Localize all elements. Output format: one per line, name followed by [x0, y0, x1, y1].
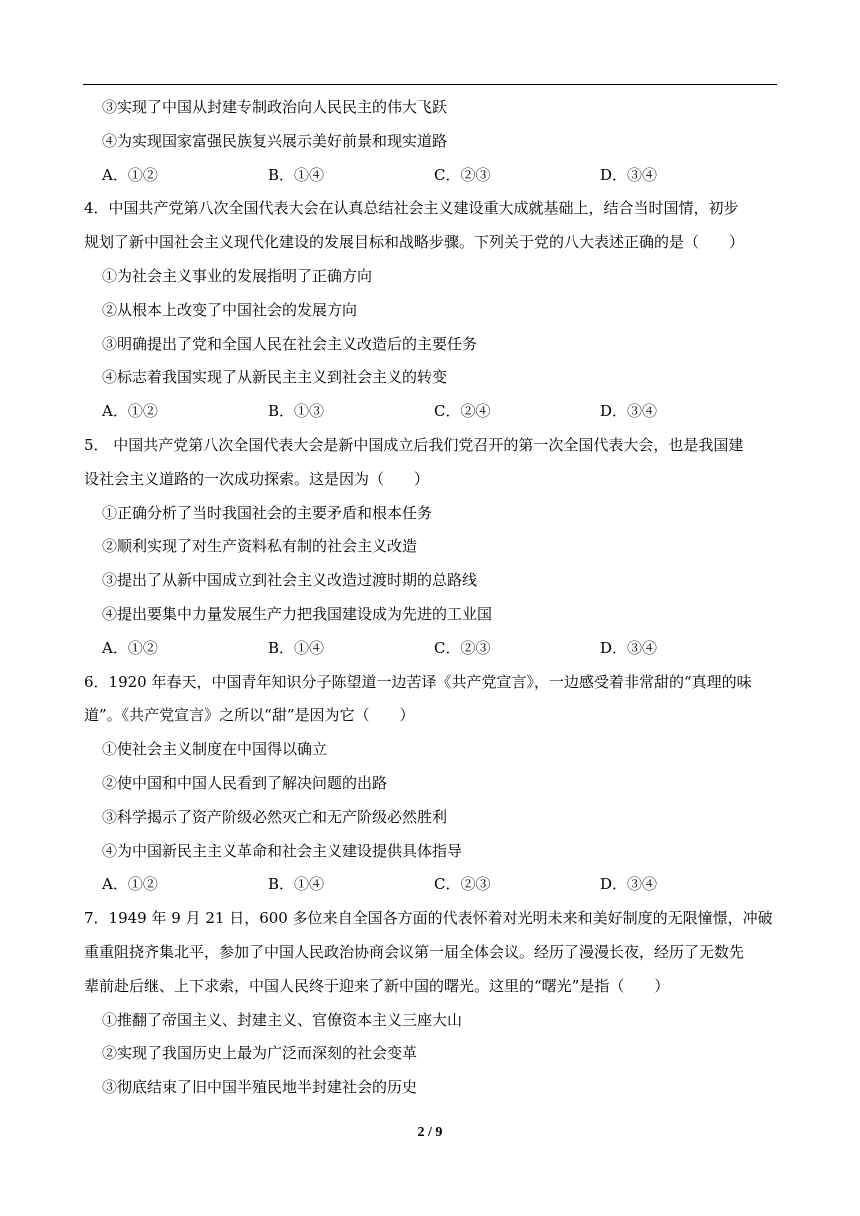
question-text: 6．1920 年春天，中国青年知识分子陈望道一边苦译《共产党宣言》，一边感受着非常甜的“真理的味	[84, 672, 752, 691]
option-text: ②实现了我国历史上最为广泛而深刻的社会变革	[102, 1044, 418, 1063]
option-text: ④为实现国家富强民族复兴展示美好前景和现实道路	[102, 131, 448, 150]
answer-choices	[84, 632, 778, 666]
answer-choice: B．①③	[268, 402, 325, 421]
answer-choice: B．①④	[268, 165, 325, 184]
answer-choice: B．①④	[268, 875, 325, 894]
answer-choice: B．①④	[268, 638, 325, 657]
question-text: 4．中国共产党第八次全国代表大会在认真总结社会主义建设重大成就基础上，结合当时国情，初步	[84, 199, 739, 218]
option-text: ④提出要集中力量发展生产力把我国建设成为先进的工业国	[102, 604, 493, 623]
page-number: 2 / 9	[417, 1125, 443, 1140]
answer-choice: D．③④	[600, 875, 658, 894]
option-text: ③实现了中国从封建专制政治向人民民主的伟大飞跃	[102, 98, 448, 116]
answer-choice: C．②③	[434, 638, 491, 657]
option-text: ③明确提出了党和全国人民在社会主义改造后的主要任务	[102, 334, 478, 353]
header-rule	[83, 84, 777, 85]
option-text: ①为社会主义事业的发展指明了正确方向	[102, 266, 373, 285]
option-text: ③彻底结束了旧中国半殖民地半封建社会的历史	[102, 1078, 418, 1097]
question-text: 辈前赴后继、上下求索，中国人民终于迎来了新中国的曙光。这里的“曙光”是指（ ）	[84, 976, 670, 995]
answer-choices	[84, 868, 778, 902]
answer-choice: D．③④	[600, 638, 658, 657]
answer-choice: C．②③	[434, 165, 491, 184]
question-text: 7．1949 年 9 月 21 日，600 多位来自全国各方面的代表怀着对光明未来和美好制度的无限憧憬，冲破	[84, 909, 773, 928]
option-text: ④标志着我国实现了从新民主主义到社会主义的转变	[102, 368, 448, 387]
option-text: ②使中国和中国人民看到了解决问题的出路	[102, 773, 388, 792]
answer-choice: A．①②	[102, 165, 158, 184]
option-text: ②从根本上改变了中国社会的发展方向	[102, 300, 358, 319]
option-text: ③科学揭示了资产阶级必然灭亡和无产阶级必然胜利	[102, 807, 448, 826]
answer-choice: C．②③	[434, 875, 491, 894]
option-text: ③提出了从新中国成立到社会主义改造过渡时期的总路线	[102, 571, 478, 590]
answer-choice: C．②④	[434, 402, 491, 421]
answer-choices	[84, 395, 778, 429]
question-text: 设社会主义道路的一次成功探索。这是因为（ ）	[84, 469, 430, 488]
option-text: ②顺利实现了对生产资料私有制的社会主义改造	[102, 537, 418, 556]
answer-choice: D．③④	[600, 165, 658, 184]
answer-choice: A．①②	[102, 875, 158, 894]
answer-choice: D．③④	[600, 402, 658, 421]
option-text: ④为中国新民主主义革命和社会主义建设提供具体指导	[102, 841, 463, 860]
question-text: 重重阻挠齐集北平，参加了中国人民政治协商会议第一届全体会议。经历了漫漫长夜，经历了无数先	[84, 942, 745, 961]
question-text: 规划了新中国社会主义现代化建设的发展目标和战略步骤。下列关于党的八大表述正确的是（ ）	[84, 233, 745, 252]
option-text: ①使社会主义制度在中国得以确立	[102, 740, 328, 759]
answer-choice: A．①②	[102, 402, 158, 421]
question-text: 5． 中国共产党第八次全国代表大会是新中国成立后我们党召开的第一次全国代表大会，也是我国建	[84, 435, 744, 454]
answer-choice: A．①②	[102, 638, 158, 657]
option-text: ①推翻了帝国主义、封建主义、官僚资本主义三座大山	[102, 1010, 463, 1029]
document-body	[84, 91, 778, 1105]
option-text: ①正确分析了当时我国社会的主要矛盾和根本任务	[102, 503, 433, 522]
answer-choices	[84, 159, 778, 193]
question-text: 道”。《共产党宣言》之所以“甜”是因为它（ ）	[84, 706, 415, 725]
